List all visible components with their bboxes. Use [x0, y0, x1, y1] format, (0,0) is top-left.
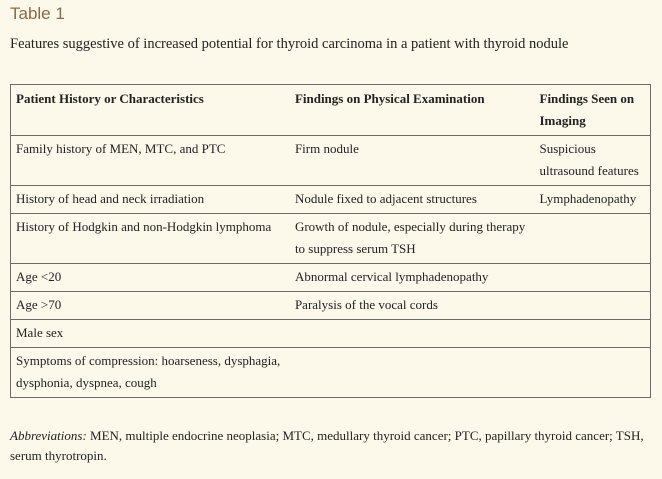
table-cell: Growth of nodule, especially during therapy to suppress serum TSH: [290, 214, 535, 264]
table-cell: Abnormal cervical lymphadenopathy: [290, 264, 535, 292]
data-table: [10, 84, 651, 398]
table-cell: Family history of MEN, MTC, and PTC: [11, 136, 290, 186]
table-cell: Suspicious ultrasound features: [535, 136, 651, 186]
table-cell: [290, 320, 535, 348]
table-row: [11, 264, 651, 292]
table-cell: Male sex: [11, 320, 290, 348]
table-cell: [535, 348, 651, 398]
table-row: [11, 348, 651, 398]
table-cell: Symptoms of compression: hoarseness, dysphagia, dysphonia, dyspnea, cough: [11, 348, 290, 398]
table-cell: [535, 264, 651, 292]
table-row: [11, 292, 651, 320]
table-caption: Features suggestive of increased potential for thyroid carcinoma in a patient with thyroid nodule: [10, 36, 569, 52]
table-cell: [535, 320, 651, 348]
table-row: [11, 136, 651, 186]
table-label: Table 1: [10, 4, 65, 23]
table-row: [11, 186, 651, 214]
table-cell: History of head and neck irradiation: [11, 186, 290, 214]
header-cell-physical-exam: Findings on Physical Examination: [290, 85, 535, 136]
header-cell-imaging: Findings Seen on Imaging: [535, 85, 651, 136]
table-cell: Lymphadenopathy: [535, 186, 651, 214]
table-cell: Paralysis of the vocal cords: [290, 292, 535, 320]
table-cell: [290, 348, 535, 398]
header-row: [11, 85, 651, 136]
abbreviations-text: MEN, multiple endocrine neoplasia; MTC, medullary thyroid cancer; PTC, papillary thyroid cancer; TSH, serum thyrotropin.: [10, 428, 644, 463]
table-cell: History of Hodgkin and non-Hodgkin lymphoma: [11, 214, 290, 264]
table-cell: [535, 214, 651, 264]
table-cell: [535, 292, 651, 320]
abbreviations-label: Abbreviations:: [10, 428, 87, 443]
abbreviations-footnote: [10, 426, 650, 466]
table-cell: Nodule fixed to adjacent structures: [290, 186, 535, 214]
table-cell: Age >70: [11, 292, 290, 320]
header-cell-history: Patient History or Characteristics: [11, 85, 290, 136]
table-cell: Firm nodule: [290, 136, 535, 186]
table-row: [11, 214, 651, 264]
table-row: [11, 320, 651, 348]
table-cell: Age <20: [11, 264, 290, 292]
